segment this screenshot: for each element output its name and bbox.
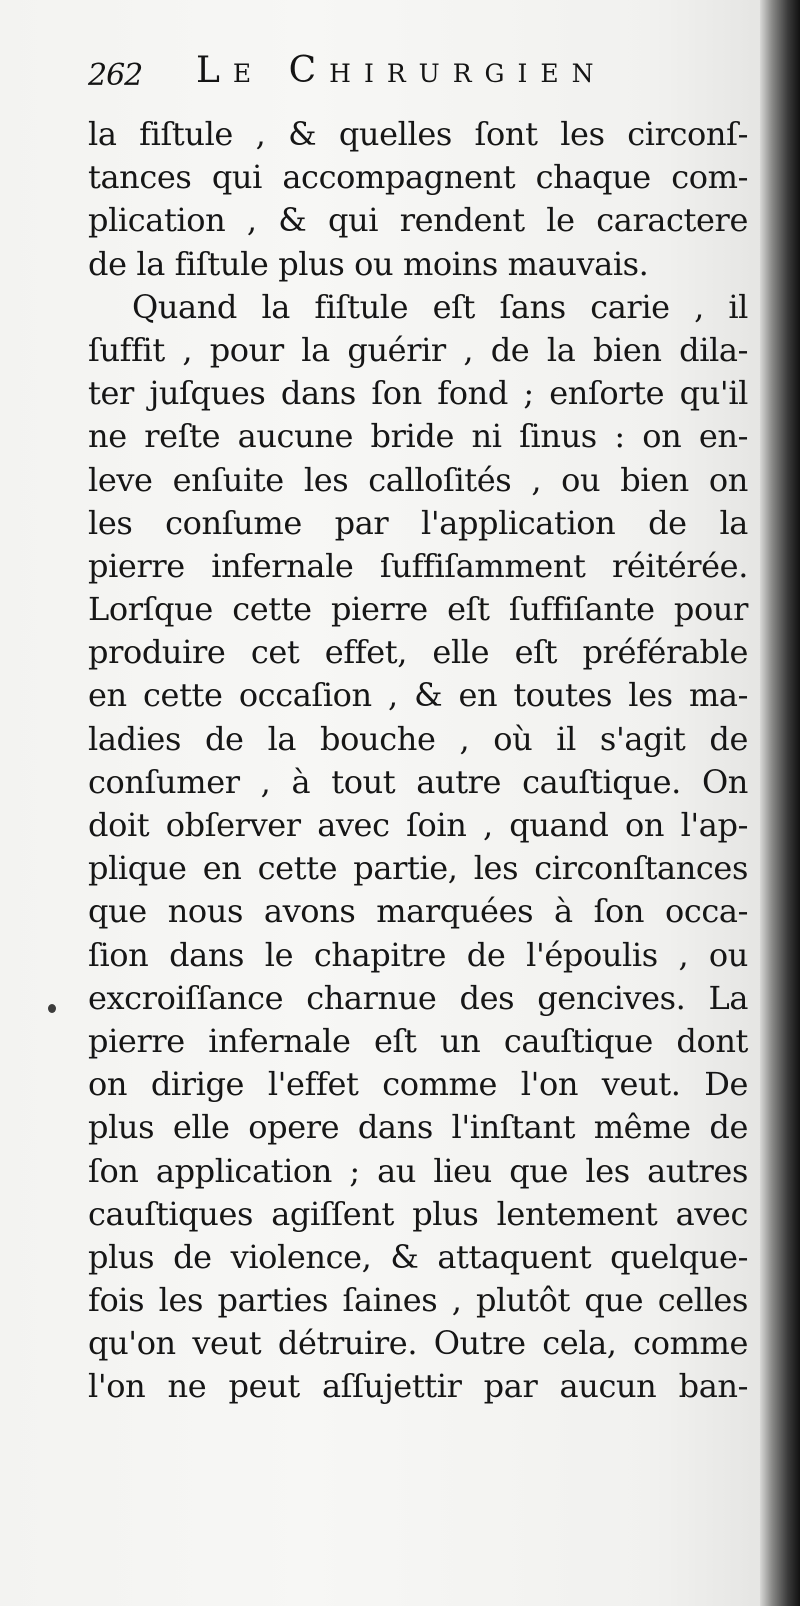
text-line: ter juſques dans ſon fond ; enſorte qu'il [88, 374, 748, 413]
text-line: produire cet effet, elle eſt préférable [88, 633, 748, 672]
text-line: excroiſſance charnue des gencives. La [88, 978, 748, 1017]
text-line: de la fiſtule plus ou moins mauvais. [88, 244, 649, 283]
text-line: pierre infernale eſt un cauſtique dont [88, 1021, 748, 1060]
body-text [88, 113, 748, 1409]
text-line: on dirige l'effet comme l'on veut. De [88, 1065, 748, 1104]
text-line: plique en cette partie, les circonſtances [88, 849, 748, 888]
text-line: Quand la fiſtule eſt ſans carie , il [132, 287, 748, 326]
text-line: Lorſque cette pierre eſt ſuffiſante pour [88, 590, 748, 629]
text-line: conſumer , à tout autre cauſtique. On [88, 762, 748, 801]
page-header [88, 50, 748, 110]
text-line: pierre infernale ſuffiſamment réitérée. [88, 546, 748, 585]
page-number: 262 [88, 58, 143, 93]
text-line: plus de violence, & attaquent quelque- [88, 1237, 748, 1276]
text-line: que nous avons marquées à ſon occa- [88, 892, 748, 931]
text-line: cauſtiques agiſſent plus lentement avec [88, 1194, 748, 1233]
text-line: plication , & qui rendent le caractere [88, 201, 748, 240]
text-line: doit obſerver avec ſoin , quand on l'ap- [88, 806, 748, 844]
running-title: Le Chirurgien [196, 50, 607, 91]
text-line: ne reſte aucune bride ni ſinus : on en- [88, 417, 748, 456]
text-line: qu'on veut détruire. Outre cela, comme [88, 1324, 748, 1363]
text-line: leve enſuite les calloſités , ou bien on [88, 460, 748, 499]
text-line: les conſume par l'application de la [88, 503, 748, 542]
text-line: l'on ne peut aſſujettir par aucun ban- [88, 1367, 748, 1406]
text-line: tances qui accompagnent chaque com- [88, 158, 748, 197]
text-line: ladies de la bouche , où il s'agit de [88, 719, 748, 758]
text-line: ſon application ; au lieu que les autres [88, 1151, 748, 1190]
text-line: en cette occaſion , & en toutes les ma- [88, 676, 748, 715]
text-line: fois les parties ſaines , plutôt que celles [88, 1281, 748, 1320]
text-line: plus elle opere dans l'inſtant même de [88, 1108, 748, 1147]
text-line: ſuffit , pour la guérir , de la bien dila- [88, 330, 748, 369]
text-line: ſion dans le chapitre de l'époulis , ou [88, 935, 748, 974]
page-edge-shadow [760, 0, 800, 1606]
text-line: la fiſtule , & quelles ſont les circonſ- [88, 115, 748, 153]
ink-speck [48, 1004, 56, 1013]
